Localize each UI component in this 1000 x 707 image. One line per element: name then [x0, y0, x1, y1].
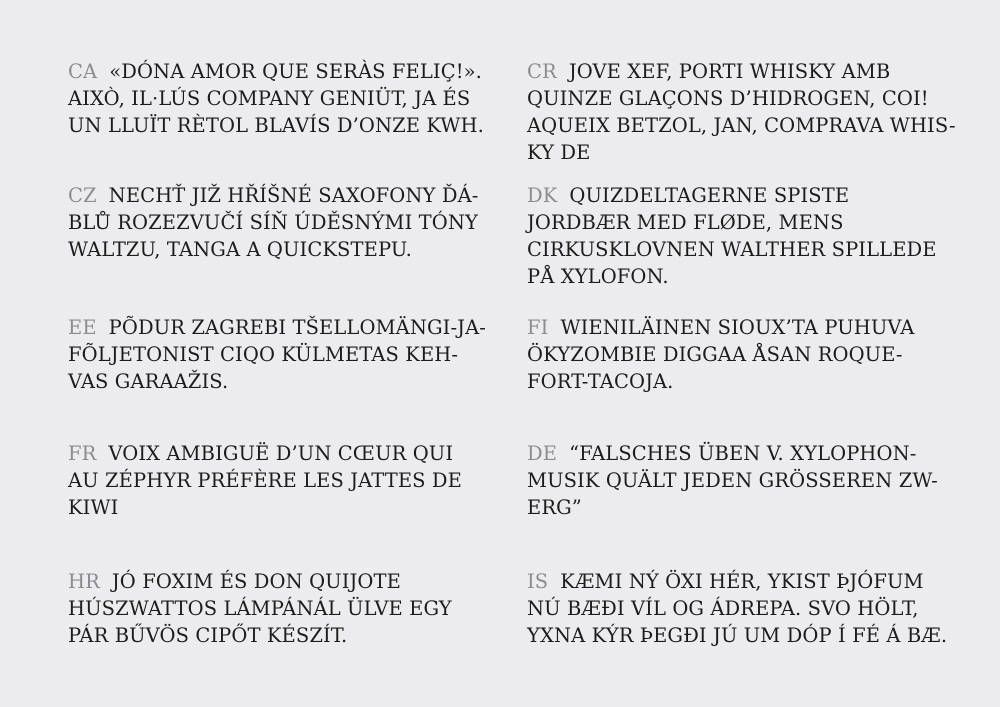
specimen-entry-is — [527, 568, 957, 649]
pangram-text: NECHŤ JIŽ HŘÍŠNÉ SAXOFONY ĎÁ-BLŮ ROZEZVUČÍ SÍŇ ÚDĚSNÝMI TÓNY WALTZU, TANGA A QUICKSTEPU. — [68, 184, 479, 261]
language-code: CZ — [68, 184, 97, 207]
language-code: DE — [527, 442, 558, 465]
pangram-text: WIENILÄINEN SIOUX’TA PUHUVA ÖKYZOMBIE DIGGAA ÅSAN ROQUE-FORT-TACOJA. — [527, 316, 915, 393]
specimen-entry-cr — [527, 58, 957, 166]
pangram-text: VOIX AMBIGUË D’UN CŒUR QUI AU ZÉPHYR PRÉFÈRE LES JATTES DE KIWI — [68, 442, 463, 519]
pangram-text: QUIZDELTAGERNE SPISTE JORDBÆR MED FLØDE, MENS CIRKUSKLOVNEN WALTHER SPILLEDE PÅ XYLOFON. — [527, 184, 937, 288]
pangram-text: PÕDUR ZAGREBI TŠELLOMÄNGI-JA-FÕLJETONIST CIQO KÜLMETAS KEH-VAS GARAAŽIS. — [68, 316, 486, 393]
language-code: FR — [68, 442, 97, 465]
language-code: HR — [68, 570, 100, 593]
language-code: CR — [527, 60, 557, 83]
language-code: FI — [527, 316, 549, 339]
specimen-entry-hr — [68, 568, 488, 649]
pangram-text: KÆMI NÝ ÖXI HÉR, YKIST ÞJÓFUM NÚ BÆÐI VÍL OG ÁDREPA. SVO HÖLT, YXNA KÝR ÞEGÐI JÚ UM DÓP Í FÉ Á BÆ. — [527, 570, 948, 647]
language-code: IS — [527, 570, 549, 593]
pangram-text: JÓ FOXIM ÉS DON QUIJOTE HÚSZWATTOS LÁMPÁNÁL ÜLVE EGY PÁR BŰVÖS CIPŐT KÉSZÍT. — [68, 570, 452, 647]
language-code: CA — [68, 60, 98, 83]
language-code: EE — [68, 316, 97, 339]
specimen-entry-fr — [68, 440, 488, 521]
specimen-entry-ee — [68, 314, 488, 395]
pangram-text: «DÓNA AMOR QUE SERÀS FELIÇ!». AIXÒ, IL·LÚS COMPANY GENIÜT, JA ÉS UN LLUÏT RÈTOL BLAVÍS D’ONZE KWH. — [68, 60, 484, 137]
specimen-entry-dk — [527, 182, 957, 290]
specimen-entry-ca — [68, 58, 488, 139]
specimen-entry-fi — [527, 314, 957, 395]
pangram-text: JOVE XEF, PORTI WHISKY AMB QUINZE GLAÇONS D’HIDROGEN, COI! AQUEIX BETZOL, JAN, COMPRAVA WHIS-KY DE — [527, 60, 956, 164]
pangram-text: “FALSCHES ÜBEN V. XYLOPHON-MUSIK QUÄLT JEDEN GRÖSSEREN ZW-ERG” — [527, 442, 938, 519]
specimen-entry-cz — [68, 182, 488, 263]
language-code: DK — [527, 184, 558, 207]
specimen-entry-de — [527, 440, 957, 521]
